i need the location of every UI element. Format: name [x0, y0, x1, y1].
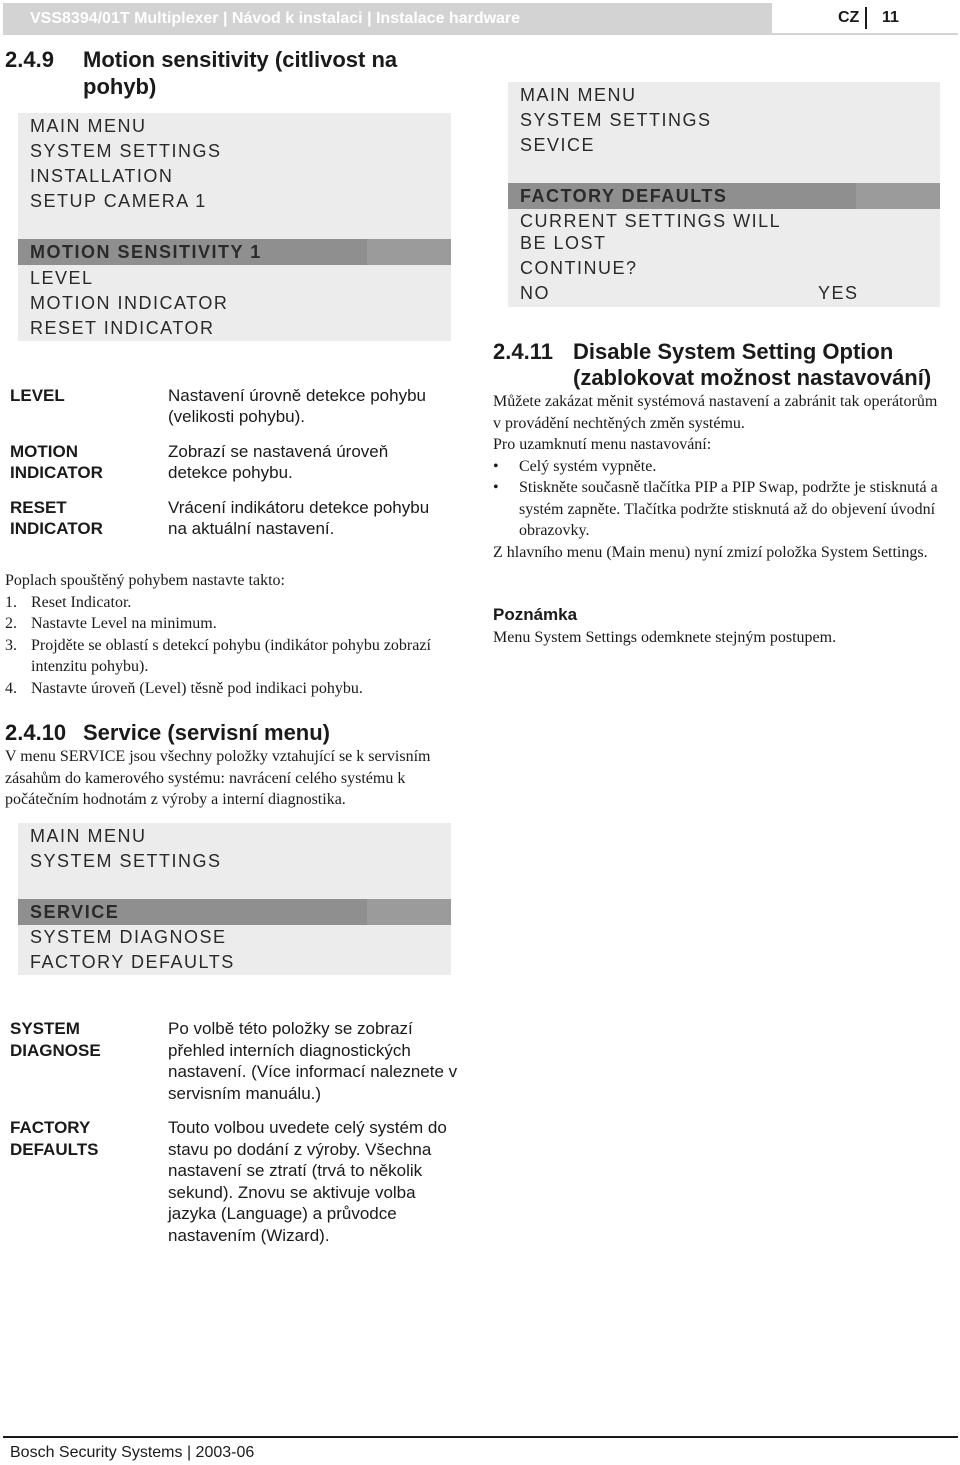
menu-line: LEVEL	[30, 268, 94, 288]
def-text: Nastavení úrovně detekce pohybu	[168, 386, 427, 405]
menu-option-no: NO	[520, 283, 550, 303]
list-number: 1.	[5, 593, 17, 611]
menu-highlight-bar	[18, 899, 451, 925]
menu-highlight-label: FACTORY DEFAULTS	[520, 186, 728, 206]
menu-highlight-bar	[508, 183, 940, 209]
menu-line: SYSTEM SETTINGS	[30, 851, 222, 871]
def-text: detekce pohybu.	[168, 463, 293, 482]
bullet-item	[493, 477, 948, 542]
def-term: MOTION	[10, 442, 78, 461]
def-text: (velikosti pohybu).	[168, 407, 306, 426]
def-term: DIAGNOSE	[10, 1041, 101, 1060]
menu-line: BE LOST	[520, 233, 607, 253]
menu-line: SYSTEM SETTINGS	[520, 110, 712, 130]
section-2410-title: Service (servisní menu)	[83, 720, 331, 745]
def-term: FACTORY	[10, 1118, 91, 1137]
steps-intro: Poplach spouštěný pohybem nastavte takto:	[5, 572, 285, 589]
menu-highlight-bar	[18, 239, 451, 265]
def-term: LEVEL	[10, 386, 65, 405]
def-text: Touto volbou uvedete celý systém do stavu po dodání z výroby. Všechna nastavení se ztratí (trvá to několik sekund). Znovu se aktivuje volba jazyka (Language) a průvodce nastavením (Wizard).	[168, 1118, 447, 1245]
section-2411-intro: Můžete zakázat měnit systémová nastavení a zabránit tak operátorům v provádění nechtěných změn systému.	[493, 393, 938, 432]
section-2410-number: 2.4.10	[5, 720, 67, 745]
header-title: VSS8394/01T Multiplexer | Návod k instalaci | Instalace hardware	[30, 10, 521, 27]
list-item	[5, 635, 467, 678]
menu-line: CONTINUE?	[520, 258, 638, 278]
section-249-title-line1: Motion sensitivity (citlivost na	[83, 47, 398, 72]
section-2411-title-line1: Disable System Setting Option	[573, 339, 894, 364]
def-text: na aktuální nastavení.	[168, 519, 335, 538]
note-text: Menu System Settings odemknete stejným postupem.	[493, 629, 837, 646]
list-item	[5, 678, 467, 700]
footer-divider	[3, 1436, 958, 1438]
def-term: DEFAULTS	[10, 1140, 99, 1159]
menu-line: INSTALLATION	[30, 166, 174, 186]
menu-line: MAIN MENU	[30, 826, 147, 846]
bullet-icon: •	[493, 479, 499, 496]
menu-line: FACTORY DEFAULTS	[30, 952, 235, 972]
factory-defaults-menu-screen	[508, 82, 940, 307]
bullet-icon: •	[493, 457, 499, 475]
section-249-number: 2.4.9	[5, 47, 54, 72]
menu-line: RESET INDICATOR	[30, 318, 215, 338]
def-text: Vrácení indikátoru detekce pohybu	[168, 498, 430, 517]
list-text: Reset Indicator.	[31, 593, 132, 611]
list-text: Projděte se oblastí s detekcí pohybu (indikátor pohybu zobrazí intenzitu pohybu).	[31, 636, 431, 675]
section-2411-title-line2: (zablokovat možnost nastavování)	[573, 365, 932, 390]
menu-option-yes: YES	[818, 283, 859, 303]
def-term: INDICATOR	[10, 519, 103, 538]
steps-block	[5, 570, 467, 699]
section-2410-body: V menu SERVICE jsou všechny položky vztahující se k servisním zásahům do kamerového systému: navrácení celého systému k počátečním hodnotám z výroby a interní diagnostika.	[5, 748, 431, 808]
list-text: Nastavte úroveň (Level) těsně pod indikaci pohybu.	[31, 679, 363, 697]
section-2411-body	[493, 391, 948, 563]
list-number: 2.	[5, 615, 17, 632]
section-2411-lock-intro: Pro uzamknutí menu nastavování:	[493, 436, 712, 453]
menu-highlight-label: SERVICE	[30, 902, 120, 922]
menu-line: CURRENT SETTINGS WILL	[520, 211, 782, 231]
note-heading: Poznámka	[493, 605, 578, 624]
list-item	[5, 613, 467, 635]
menu-line: SETUP CAMERA 1	[30, 191, 207, 211]
def-text: Zobrazí se nastavená úroveň	[168, 442, 389, 461]
menu-line: SYSTEM DIAGNOSE	[30, 927, 227, 947]
motion-sensitivity-menu-screen	[18, 113, 451, 341]
section-2411-number: 2.4.11	[493, 339, 553, 364]
header-page-box	[772, 3, 958, 33]
list-item	[5, 592, 467, 614]
menu-highlight-label: MOTION SENSITIVITY 1	[30, 242, 262, 262]
header-page-number: 11	[882, 9, 899, 26]
def-term: RESET	[10, 498, 67, 517]
menu-line: MOTION INDICATOR	[30, 293, 229, 313]
menu-line: SYSTEM SETTINGS	[30, 141, 222, 161]
header-separator	[865, 7, 867, 29]
header-lang: CZ	[838, 9, 860, 26]
service-menu-screen	[18, 823, 451, 975]
footer-text: Bosch Security Systems | 2003-06	[10, 1444, 255, 1461]
def-term: INDICATOR	[10, 463, 103, 482]
menu-line: SEVICE	[520, 135, 596, 155]
def-term: SYSTEM	[10, 1019, 80, 1038]
def-text: Po volbě této položky se zobrazí přehled interních diagnostických nastavení. (Více informací naleznete v servisním manuálu.)	[168, 1019, 458, 1103]
bullet-text: Stiskněte současně tlačítka PIP a PIP Swap, podržte je stisknutá a systém zapněte. Tlačítka podržte stisknutá až do objevení úvodní obrazovky.	[519, 479, 938, 539]
menu-line: MAIN MENU	[520, 85, 637, 105]
bullet-text: Celý systém vypněte.	[519, 457, 657, 475]
menu-line: MAIN MENU	[30, 116, 147, 136]
list-text: Nastavte Level na minimum.	[31, 615, 217, 632]
bullet-item	[493, 456, 948, 478]
section-2411-after: Z hlavního menu (Main menu) nyní zmizí položka System Settings.	[493, 543, 928, 561]
list-number: 3.	[5, 636, 17, 654]
list-number: 4.	[5, 679, 17, 697]
section-249-title-line2: pohyb)	[83, 74, 157, 99]
